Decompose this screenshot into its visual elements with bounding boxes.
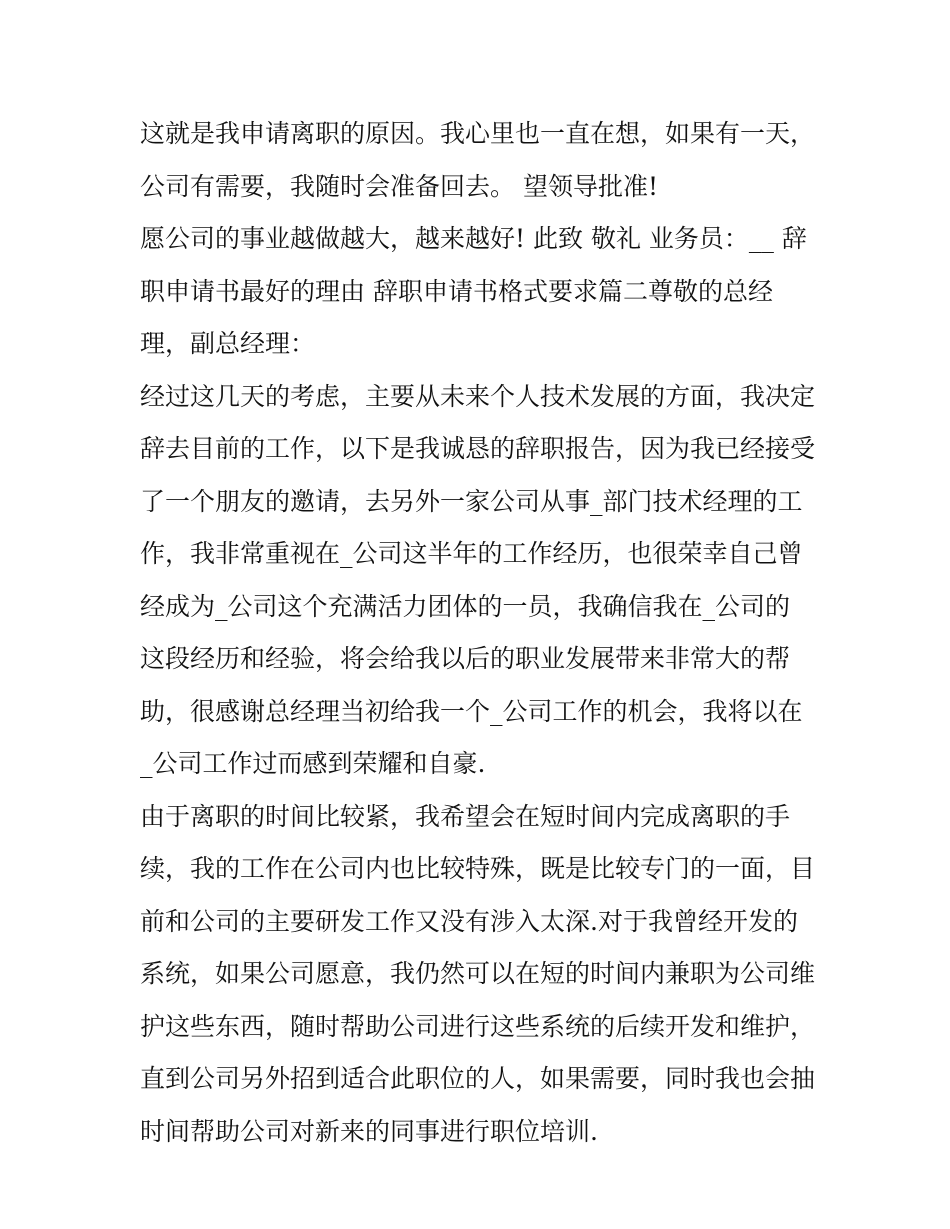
text-line: 辞去目前的工作，以下是我诚恳的辞职报告，因为我已经接受 — [140, 434, 816, 463]
text-line: 续，我的工作在公司内也比较特殊，既是比较专门的一面，目 — [140, 854, 816, 883]
text-line: 职申请书最好的理由 辞职申请书格式要求篇二尊敬的总经 — [140, 276, 773, 306]
text-line: 作，我非常重视在_公司这半年的工作经历，也很荣幸自己曾 — [140, 539, 803, 568]
text-line: 理，副总经理： — [140, 329, 316, 358]
text-line: 这就是我申请离职的原因。我心里也一直在想，如果有一天， — [140, 119, 816, 148]
text-line: 经成为_公司这个充满活力团体的一员，我确信我在_公司的 — [140, 591, 791, 621]
text-line: 时间帮助公司对新来的同事进行职位培训. — [140, 1116, 598, 1146]
text-line: 这段经历和经验，将会给我以后的职业发展带来非常大的帮 — [140, 644, 791, 673]
text-line: 系统，如果公司愿意，我仍然可以在短的时间内兼职为公司维 — [140, 959, 816, 988]
text-line: _公司工作过而感到荣耀和自豪. — [140, 749, 486, 778]
document-body — [140, 108, 820, 1158]
text-line: 经过这几天的考虑，主要从未来个人技术发展的方面，我决定 — [140, 381, 816, 411]
text-line: 公司有需要，我随时会准备回去。 望领导批准! — [140, 171, 658, 201]
text-line: 直到公司另外招到适合此职位的人，如果需要，同时我也会抽 — [140, 1064, 816, 1093]
text-line: 愿公司的事业越做越大，越来越好! 此致 敬礼 业务员：__ 辞 — [140, 224, 807, 253]
text-line: 助，很感谢总经理当初给我一个_公司工作的机会，我将以在 — [140, 696, 803, 726]
text-line: 前和公司的主要研发工作又没有涉入太深.对于我曾经开发的 — [140, 906, 798, 936]
text-line: 由于离职的时间比较紧，我希望会在短时间内完成离职的手 — [140, 801, 791, 831]
text-line: 护这些东西，随时帮助公司进行这些系统的后续开发和维护， — [140, 1011, 816, 1041]
text-line: 了一个朋友的邀请，去另外一家公司从事_部门技术经理的工 — [140, 486, 803, 516]
